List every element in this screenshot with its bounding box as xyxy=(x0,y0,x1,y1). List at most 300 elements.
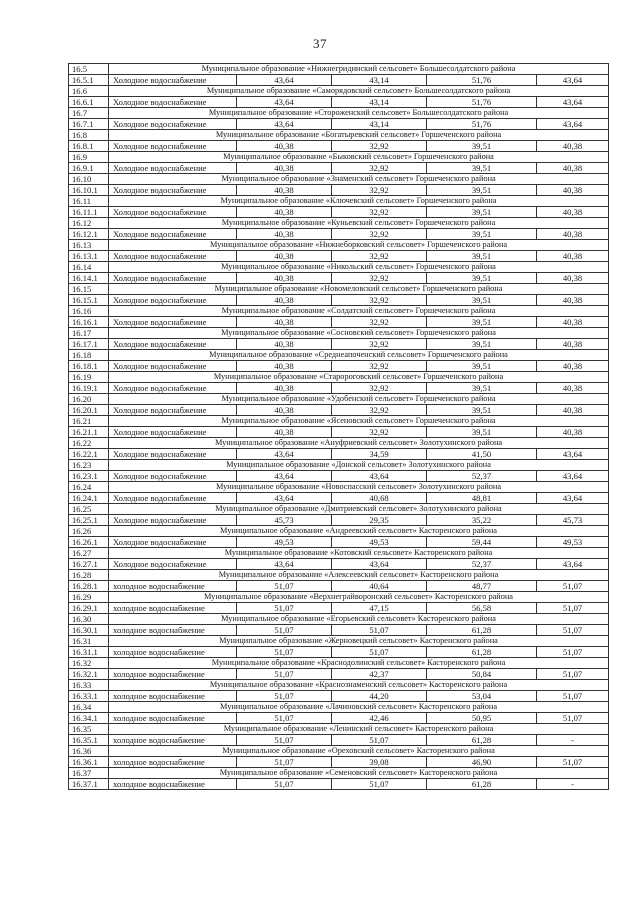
tariff-value-1: 40,38 xyxy=(237,427,332,438)
tariff-value-4: 40,38 xyxy=(537,251,609,262)
tariff-value-4: 43,64 xyxy=(537,119,609,130)
municipality-header-row xyxy=(69,130,609,141)
tariff-value-1: 43,64 xyxy=(237,471,332,482)
municipality-name: Муниципальное образование «Ленинский сельсовет» Касторенского района xyxy=(109,724,609,735)
tariff-value-2: 32,92 xyxy=(332,141,427,152)
service-name: Холодное водоснабжение xyxy=(109,317,237,328)
service-name: холодное водоснабжение xyxy=(109,757,237,768)
tariff-value-4: 51,07 xyxy=(537,669,609,680)
tariff-value-4: 43,64 xyxy=(537,471,609,482)
row-number: 16.35 xyxy=(69,724,109,735)
row-number: 16.7 xyxy=(69,108,109,119)
tariff-value-2: 32,92 xyxy=(332,163,427,174)
tariff-value-2: 32,92 xyxy=(332,383,427,394)
tariff-value-3: 39,51 xyxy=(427,273,537,284)
municipality-name: Муниципальное образование «Жерновецкий сельсовет» Касторенского района xyxy=(109,636,609,647)
row-number: 16.29.1 xyxy=(69,603,109,614)
tariff-value-2: 32,92 xyxy=(332,361,427,372)
municipality-name: Муниципальное образование «Куньевский сельсовет» Горшеченского района xyxy=(109,218,609,229)
municipality-header-row xyxy=(69,504,609,515)
municipality-name: Муниципальное образование «Ореховский сельсовет» Касторенского района xyxy=(109,746,609,757)
service-name: Холодное водоснабжение xyxy=(109,493,237,504)
tariff-value-3: 39,51 xyxy=(427,405,537,416)
municipality-header-row xyxy=(69,328,609,339)
tariff-value-2: 34,59 xyxy=(332,449,427,460)
tariff-value-3: 61,28 xyxy=(427,735,537,746)
tariff-value-3: 39,51 xyxy=(427,163,537,174)
tariff-row xyxy=(69,383,609,394)
municipality-name: Муниципальное образование «Краснодолинский сельсовет» Касторенского района xyxy=(109,658,609,669)
row-number: 16.10.1 xyxy=(69,185,109,196)
row-number: 16.34 xyxy=(69,702,109,713)
row-number: 16.24.1 xyxy=(69,493,109,504)
tariff-value-3: 52,37 xyxy=(427,471,537,482)
municipality-header-row xyxy=(69,658,609,669)
tariff-value-4: 40,38 xyxy=(537,339,609,350)
tariff-value-1: 40,38 xyxy=(237,339,332,350)
row-number: 16.22 xyxy=(69,438,109,449)
tariff-table-body xyxy=(69,64,609,790)
tariff-row xyxy=(69,779,609,790)
row-number: 16.17.1 xyxy=(69,339,109,350)
tariff-value-3: 52,37 xyxy=(427,559,537,570)
service-name: холодное водоснабжение xyxy=(109,625,237,636)
row-number: 16.18 xyxy=(69,350,109,361)
tariff-value-2: 32,92 xyxy=(332,229,427,240)
tariff-value-3: 39,51 xyxy=(427,361,537,372)
municipality-header-row xyxy=(69,548,609,559)
tariff-value-3: 50,84 xyxy=(427,669,537,680)
service-name: Холодное водоснабжение xyxy=(109,361,237,372)
municipality-header-row xyxy=(69,196,609,207)
row-number: 16.37.1 xyxy=(69,779,109,790)
tariff-value-1: 43,64 xyxy=(237,493,332,504)
tariff-row xyxy=(69,361,609,372)
tariff-row xyxy=(69,317,609,328)
tariff-value-4: 40,38 xyxy=(537,141,609,152)
row-number: 16.28.1 xyxy=(69,581,109,592)
municipality-name: Муниципальное образование «Старороговский сельсовет» Горшеченского района xyxy=(109,372,609,383)
tariff-value-2: 49,53 xyxy=(332,537,427,548)
service-name: Холодное водоснабжение xyxy=(109,141,237,152)
tariff-value-2: 43,14 xyxy=(332,119,427,130)
tariff-value-1: 43,64 xyxy=(237,119,332,130)
tariff-value-1: 40,38 xyxy=(237,361,332,372)
row-number: 16.23 xyxy=(69,460,109,471)
row-number: 16.13.1 xyxy=(69,251,109,262)
row-number: 16.19.1 xyxy=(69,383,109,394)
tariff-value-1: 40,38 xyxy=(237,141,332,152)
service-name: холодное водоснабжение xyxy=(109,581,237,592)
row-number: 16.25.1 xyxy=(69,515,109,526)
tariff-value-4: 43,64 xyxy=(537,97,609,108)
row-number: 16.6 xyxy=(69,86,109,97)
tariff-value-1: 43,64 xyxy=(237,97,332,108)
municipality-name: Муниципальное образование «Удобенский сельсовет» Горшеченского района xyxy=(109,394,609,405)
tariff-value-1: 51,07 xyxy=(237,669,332,680)
row-number: 16.14 xyxy=(69,262,109,273)
row-number: 16.14.1 xyxy=(69,273,109,284)
row-number: 16.26.1 xyxy=(69,537,109,548)
municipality-header-row xyxy=(69,768,609,779)
tariff-value-4: 40,38 xyxy=(537,405,609,416)
tariff-value-3: 39,51 xyxy=(427,295,537,306)
service-name: Холодное водоснабжение xyxy=(109,471,237,482)
tariff-row xyxy=(69,537,609,548)
municipality-header-row xyxy=(69,108,609,119)
tariff-value-2: 32,92 xyxy=(332,273,427,284)
tariff-value-2: 43,64 xyxy=(332,471,427,482)
municipality-name: Муниципальное образование «Ануфриевский сельсовет» Золотухинского района xyxy=(109,438,609,449)
tariff-value-4: 40,38 xyxy=(537,185,609,196)
municipality-header-row xyxy=(69,680,609,691)
tariff-value-1: 49,53 xyxy=(237,537,332,548)
tariff-value-2: 32,92 xyxy=(332,427,427,438)
tariff-value-3: 46,90 xyxy=(427,757,537,768)
tariff-value-1: 51,07 xyxy=(237,581,332,592)
tariff-value-4: 40,38 xyxy=(537,383,609,394)
tariff-value-3: 51,76 xyxy=(427,97,537,108)
tariff-value-4: 40,38 xyxy=(537,317,609,328)
row-number: 16.18.1 xyxy=(69,361,109,372)
row-number: 16.36.1 xyxy=(69,757,109,768)
tariff-value-2: 29,35 xyxy=(332,515,427,526)
tariff-value-1: 51,07 xyxy=(237,625,332,636)
municipality-header-row xyxy=(69,284,609,295)
tariff-value-4: 51,07 xyxy=(537,647,609,658)
tariff-value-3: 39,51 xyxy=(427,383,537,394)
municipality-header-row xyxy=(69,636,609,647)
municipality-header-row xyxy=(69,438,609,449)
municipality-name: Муниципальное образование «Богатыревский сельсовет» Горшеченского района xyxy=(109,130,609,141)
tariff-value-3: 39,51 xyxy=(427,251,537,262)
row-number: 16.28 xyxy=(69,570,109,581)
tariff-row xyxy=(69,207,609,218)
municipality-name: Муниципальное образование «Андреевский сельсовет» Касторенского района xyxy=(109,526,609,537)
row-number: 16.36 xyxy=(69,746,109,757)
tariff-value-2: 42,46 xyxy=(332,713,427,724)
tariff-value-3: 59,44 xyxy=(427,537,537,548)
tariff-value-3: 39,51 xyxy=(427,339,537,350)
service-name: Холодное водоснабжение xyxy=(109,383,237,394)
row-number: 16.5 xyxy=(69,64,109,75)
municipality-header-row xyxy=(69,526,609,537)
municipality-header-row xyxy=(69,570,609,581)
row-number: 16.30.1 xyxy=(69,625,109,636)
tariff-row xyxy=(69,515,609,526)
tariff-row xyxy=(69,163,609,174)
tariff-row xyxy=(69,405,609,416)
tariff-value-4: 51,07 xyxy=(537,603,609,614)
tariff-value-4: - xyxy=(537,779,609,790)
tariff-row xyxy=(69,185,609,196)
municipality-name: Муниципальное образование «Ясеновский сельсовет» Горшеченского района xyxy=(109,416,609,427)
municipality-name: Муниципальное образование «Новоспасский сельсовет» Золотухинского района xyxy=(109,482,609,493)
municipality-name: Муниципальное образование «Среднеапоченский сельсовет» Горшеченского района xyxy=(109,350,609,361)
tariff-value-3: 61,28 xyxy=(427,625,537,636)
service-name: холодное водоснабжение xyxy=(109,779,237,790)
municipality-name: Муниципальное образование «Сосновский сельсовет» Горшеченского района xyxy=(109,328,609,339)
tariff-value-1: 51,07 xyxy=(237,647,332,658)
tariff-value-2: 40,64 xyxy=(332,581,427,592)
tariff-value-1: 40,38 xyxy=(237,383,332,394)
service-name: Холодное водоснабжение xyxy=(109,559,237,570)
service-name: холодное водоснабжение xyxy=(109,691,237,702)
municipality-header-row xyxy=(69,482,609,493)
tariff-value-1: 40,38 xyxy=(237,185,332,196)
municipality-header-row xyxy=(69,86,609,97)
municipality-name: Муниципальное образование «Знаменский сельсовет» Горшеченского района xyxy=(109,174,609,185)
tariff-row xyxy=(69,559,609,570)
tariff-value-3: 53,04 xyxy=(427,691,537,702)
municipality-header-row xyxy=(69,262,609,273)
municipality-name: Муниципальное образование «Алексеевский сельсовет» Касторенского района xyxy=(109,570,609,581)
tariff-value-1: 43,64 xyxy=(237,449,332,460)
tariff-value-1: 40,38 xyxy=(237,207,332,218)
tariff-row xyxy=(69,449,609,460)
tariff-row xyxy=(69,339,609,350)
municipality-name: Муниципальное образование «Быковский сельсовет» Горшеченского района xyxy=(109,152,609,163)
tariff-value-4: 51,07 xyxy=(537,713,609,724)
service-name: Холодное водоснабжение xyxy=(109,449,237,460)
municipality-name: Муниципальное образование «Краснознаменский сельсовет» Касторенского района xyxy=(109,680,609,691)
municipality-name: Муниципальное образование «Ключевский сельсовет» Горшеченского района xyxy=(109,196,609,207)
service-name: Холодное водоснабжение xyxy=(109,185,237,196)
tariff-value-3: 51,76 xyxy=(427,119,537,130)
row-number: 16.11.1 xyxy=(69,207,109,218)
tariff-row xyxy=(69,471,609,482)
tariff-value-4: 51,07 xyxy=(537,691,609,702)
row-number: 16.26 xyxy=(69,526,109,537)
tariff-value-1: 40,38 xyxy=(237,317,332,328)
tariff-value-1: 40,38 xyxy=(237,295,332,306)
tariff-value-2: 40,68 xyxy=(332,493,427,504)
municipality-header-row xyxy=(69,460,609,471)
row-number: 16.21 xyxy=(69,416,109,427)
municipality-header-row xyxy=(69,592,609,603)
tariff-value-2: 44,20 xyxy=(332,691,427,702)
tariff-value-1: 40,38 xyxy=(237,405,332,416)
municipality-header-row xyxy=(69,416,609,427)
row-number: 16.37 xyxy=(69,768,109,779)
municipality-header-row xyxy=(69,306,609,317)
municipality-header-row xyxy=(69,372,609,383)
service-name: Холодное водоснабжение xyxy=(109,75,237,86)
service-name: Холодное водоснабжение xyxy=(109,295,237,306)
service-name: Холодное водоснабжение xyxy=(109,427,237,438)
municipality-name: Муниципальное образование «Нижнеборковский сельсовет» Горшеченского района xyxy=(109,240,609,251)
row-number: 16.35.1 xyxy=(69,735,109,746)
service-name: холодное водоснабжение xyxy=(109,647,237,658)
tariff-value-2: 51,07 xyxy=(332,735,427,746)
tariff-value-3: 41,50 xyxy=(427,449,537,460)
tariff-value-2: 51,07 xyxy=(332,779,427,790)
row-number: 16.21.1 xyxy=(69,427,109,438)
tariff-value-2: 43,14 xyxy=(332,97,427,108)
tariff-value-2: 43,14 xyxy=(332,75,427,86)
municipality-header-row xyxy=(69,614,609,625)
service-name: Холодное водоснабжение xyxy=(109,119,237,130)
tariff-row xyxy=(69,581,609,592)
tariff-value-3: 39,51 xyxy=(427,207,537,218)
row-number: 16.22.1 xyxy=(69,449,109,460)
municipality-header-row xyxy=(69,724,609,735)
row-number: 16.29 xyxy=(69,592,109,603)
row-number: 16.27 xyxy=(69,548,109,559)
municipality-name: Муниципальное образование «Никольский сельсовет» Горшеченского района xyxy=(109,262,609,273)
tariff-value-4: 40,38 xyxy=(537,229,609,240)
tariff-value-4: 40,38 xyxy=(537,163,609,174)
row-number: 16.6.1 xyxy=(69,97,109,108)
row-number: 16.13 xyxy=(69,240,109,251)
row-number: 16.33 xyxy=(69,680,109,691)
tariff-value-2: 32,92 xyxy=(332,207,427,218)
tariff-value-1: 43,64 xyxy=(237,559,332,570)
tariff-value-4: 40,38 xyxy=(537,273,609,284)
row-number: 16.34.1 xyxy=(69,713,109,724)
service-name: холодное водоснабжение xyxy=(109,603,237,614)
municipality-name: Муниципальное образование «Котовский сельсовет» Касторенского района xyxy=(109,548,609,559)
service-name: Холодное водоснабжение xyxy=(109,405,237,416)
row-number: 16.25 xyxy=(69,504,109,515)
municipality-name: Муниципальное образование «Новомеловский сельсовет» Горшеченского района xyxy=(109,284,609,295)
row-number: 16.30 xyxy=(69,614,109,625)
tariff-row xyxy=(69,273,609,284)
row-number: 16.32 xyxy=(69,658,109,669)
tariff-value-2: 39,08 xyxy=(332,757,427,768)
row-number: 16.32.1 xyxy=(69,669,109,680)
tariff-value-1: 51,07 xyxy=(237,713,332,724)
row-number: 16.7.1 xyxy=(69,119,109,130)
tariff-value-4: 45,73 xyxy=(537,515,609,526)
row-number: 16.8 xyxy=(69,130,109,141)
service-name: Холодное водоснабжение xyxy=(109,97,237,108)
tariff-row xyxy=(69,251,609,262)
municipality-header-row xyxy=(69,152,609,163)
service-name: Холодное водоснабжение xyxy=(109,163,237,174)
tariff-row xyxy=(69,295,609,306)
municipality-name: Муниципальное образование «Солдатский сельсовет» Горшеченского района xyxy=(109,306,609,317)
service-name: Холодное водоснабжение xyxy=(109,515,237,526)
page-number: 37 xyxy=(313,36,327,51)
tariff-value-4: 51,07 xyxy=(537,625,609,636)
municipality-header-row xyxy=(69,64,609,75)
tariff-value-2: 51,07 xyxy=(332,625,427,636)
tariff-value-3: 51,76 xyxy=(427,75,537,86)
municipality-header-row xyxy=(69,174,609,185)
tariff-row xyxy=(69,713,609,724)
municipality-header-row xyxy=(69,746,609,757)
tariff-value-1: 51,07 xyxy=(237,757,332,768)
municipality-name: Муниципальное образование «Саморядовский сельсовет» Большесолдатского района xyxy=(109,86,609,97)
row-number: 16.5.1 xyxy=(69,75,109,86)
tariff-value-2: 47,15 xyxy=(332,603,427,614)
tariff-value-1: 51,07 xyxy=(237,779,332,790)
tariff-value-1: 40,38 xyxy=(237,273,332,284)
tariff-value-4: 51,07 xyxy=(537,757,609,768)
tariff-value-3: 56,58 xyxy=(427,603,537,614)
row-number: 16.17 xyxy=(69,328,109,339)
municipality-name: Муниципальное образование «Семеновский сельсовет» Касторенского района xyxy=(109,768,609,779)
row-number: 16.11 xyxy=(69,196,109,207)
tariff-value-3: 61,28 xyxy=(427,647,537,658)
row-number: 16.31.1 xyxy=(69,647,109,658)
tariff-value-1: 40,38 xyxy=(237,229,332,240)
row-number: 16.23.1 xyxy=(69,471,109,482)
tariff-value-3: 39,51 xyxy=(427,229,537,240)
tariff-value-3: 35,22 xyxy=(427,515,537,526)
tariff-value-4: - xyxy=(537,735,609,746)
tariff-row xyxy=(69,735,609,746)
tariff-row xyxy=(69,75,609,86)
tariff-value-4: 43,64 xyxy=(537,559,609,570)
municipality-header-row xyxy=(69,702,609,713)
tariff-row xyxy=(69,493,609,504)
tariff-row xyxy=(69,119,609,130)
tariff-value-2: 32,92 xyxy=(332,317,427,328)
tariff-value-2: 51,07 xyxy=(332,647,427,658)
tariff-value-1: 51,07 xyxy=(237,603,332,614)
municipality-name: Муниципальное образование «Донской сельсовет» Золотухинского района xyxy=(109,460,609,471)
tariff-value-4: 40,38 xyxy=(537,427,609,438)
row-number: 16.16.1 xyxy=(69,317,109,328)
tariff-value-2: 43,64 xyxy=(332,559,427,570)
tariff-row xyxy=(69,647,609,658)
service-name: Холодное водоснабжение xyxy=(109,207,237,218)
row-number: 16.24 xyxy=(69,482,109,493)
tariff-value-4: 40,38 xyxy=(537,361,609,372)
municipality-header-row xyxy=(69,240,609,251)
tariff-value-3: 39,51 xyxy=(427,427,537,438)
tariff-value-3: 48,77 xyxy=(427,581,537,592)
tariff-value-4: 43,64 xyxy=(537,75,609,86)
row-number: 16.31 xyxy=(69,636,109,647)
row-number: 16.10 xyxy=(69,174,109,185)
row-number: 16.12 xyxy=(69,218,109,229)
tariff-value-2: 32,92 xyxy=(332,251,427,262)
tariff-value-1: 51,07 xyxy=(237,691,332,702)
municipality-name: Муниципальное образование «Стороженский сельсовет» Большесолдатского района xyxy=(109,108,609,119)
tariff-row xyxy=(69,691,609,702)
tariff-value-1: 45,73 xyxy=(237,515,332,526)
service-name: Холодное водоснабжение xyxy=(109,229,237,240)
municipality-name: Муниципальное образование «Дмитриевский сельсовет» Золотухинского района xyxy=(109,504,609,515)
tariff-row xyxy=(69,625,609,636)
tariff-row xyxy=(69,603,609,614)
tariff-value-3: 61,28 xyxy=(427,779,537,790)
row-number: 16.16 xyxy=(69,306,109,317)
row-number: 16.15 xyxy=(69,284,109,295)
row-number: 16.19 xyxy=(69,372,109,383)
tariff-value-3: 48,81 xyxy=(427,493,537,504)
row-number: 16.33.1 xyxy=(69,691,109,702)
tariff-value-2: 32,92 xyxy=(332,405,427,416)
tariff-value-4: 43,64 xyxy=(537,449,609,460)
tariff-value-4: 40,38 xyxy=(537,207,609,218)
tariff-value-1: 43,64 xyxy=(237,75,332,86)
tariff-value-4: 49,53 xyxy=(537,537,609,548)
row-number: 16.9.1 xyxy=(69,163,109,174)
tariff-value-4: 40,38 xyxy=(537,295,609,306)
tariff-value-2: 32,92 xyxy=(332,339,427,350)
row-number: 16.20.1 xyxy=(69,405,109,416)
row-number: 16.8.1 xyxy=(69,141,109,152)
row-number: 16.15.1 xyxy=(69,295,109,306)
tariff-value-3: 39,51 xyxy=(427,317,537,328)
tariff-row xyxy=(69,757,609,768)
municipality-name: Муниципальное образование «Лачиновский сельсовет» Касторенского района xyxy=(109,702,609,713)
row-number: 16.20 xyxy=(69,394,109,405)
